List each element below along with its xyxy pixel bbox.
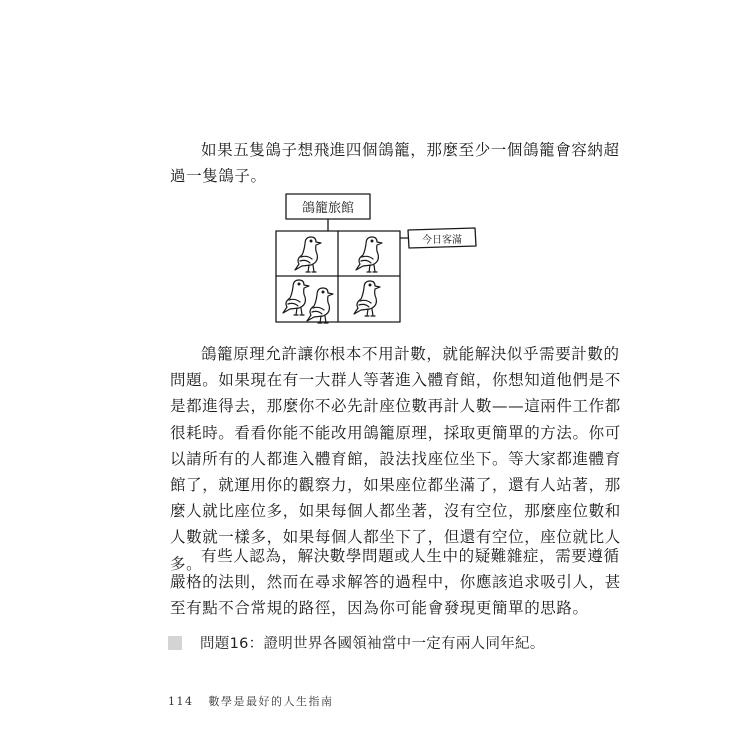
pigeonhole-hotel-illustration (260, 190, 488, 330)
paragraph-intro (170, 137, 620, 189)
paragraph-explanation (170, 341, 621, 577)
book-title: 數學是最好的人生指南 (208, 695, 334, 708)
pigeon-icon (307, 288, 333, 323)
vacancy-text: 今日客滿 (422, 235, 462, 246)
text-line: 很耗時。看看你能不能改用鴿籠原理，採取更簡單的方法。你可 (170, 423, 621, 442)
text-line: 是都進得去，那麼你不必先計座位數再計人數——這兩件工作都 (170, 397, 621, 416)
text-line: 麼人就比座位多，如果每個人都坐著，沒有空位，那麼座位數和 (170, 502, 621, 521)
page-footer (168, 693, 334, 709)
text-line: 問題。如果現在有一大群人等著進入體育館，你想知道他們是不 (170, 371, 621, 390)
pigeon-icon (283, 280, 309, 315)
paragraph-conclusion (170, 543, 621, 622)
text-line: 至有點不合常規的路徑，因為你可能會發現更簡單的思路。 (170, 599, 589, 618)
text-line: 有些人認為，解決數學問題或人生中的疑難雜症，需要遵循 (201, 547, 620, 565)
pigeon-icon (295, 237, 321, 272)
text-line: 過一隻鴿子。 (170, 167, 267, 186)
text-line: 人數就一樣多，如果每個人都坐下了，但還有空位，座位就比人 (170, 528, 621, 547)
text-line: 以請所有的人都進入體育館，設法找座位坐下。等大家都進體育 (170, 449, 621, 468)
text-line: 鴿籠原理允許讓你根本不用計數，就能解決似乎需要計數的 (201, 345, 620, 363)
sign-text: 鴿籠旅館 (301, 201, 355, 216)
question-text: 問題16：證明世界各國領袖當中一定有兩人同年紀。 (200, 636, 545, 652)
text-line: 嚴格的法則，然而在尋求解答的過程中，你應該追求吸引人，甚 (170, 573, 621, 592)
pigeon-icon (356, 237, 382, 272)
page-number: 114 (168, 695, 194, 708)
question-marker (168, 636, 182, 650)
text-line: 如果五隻鴿子想飛進四個鴿籠，那麼至少一個鴿籠會容納超 (201, 141, 620, 159)
pigeon-icon (354, 281, 380, 316)
question-block (168, 632, 545, 653)
text-line: 館了，就運用你的觀察力，如果座位都坐滿了，還有人站著，那 (170, 475, 621, 494)
text-line: 多。 (170, 554, 203, 573)
